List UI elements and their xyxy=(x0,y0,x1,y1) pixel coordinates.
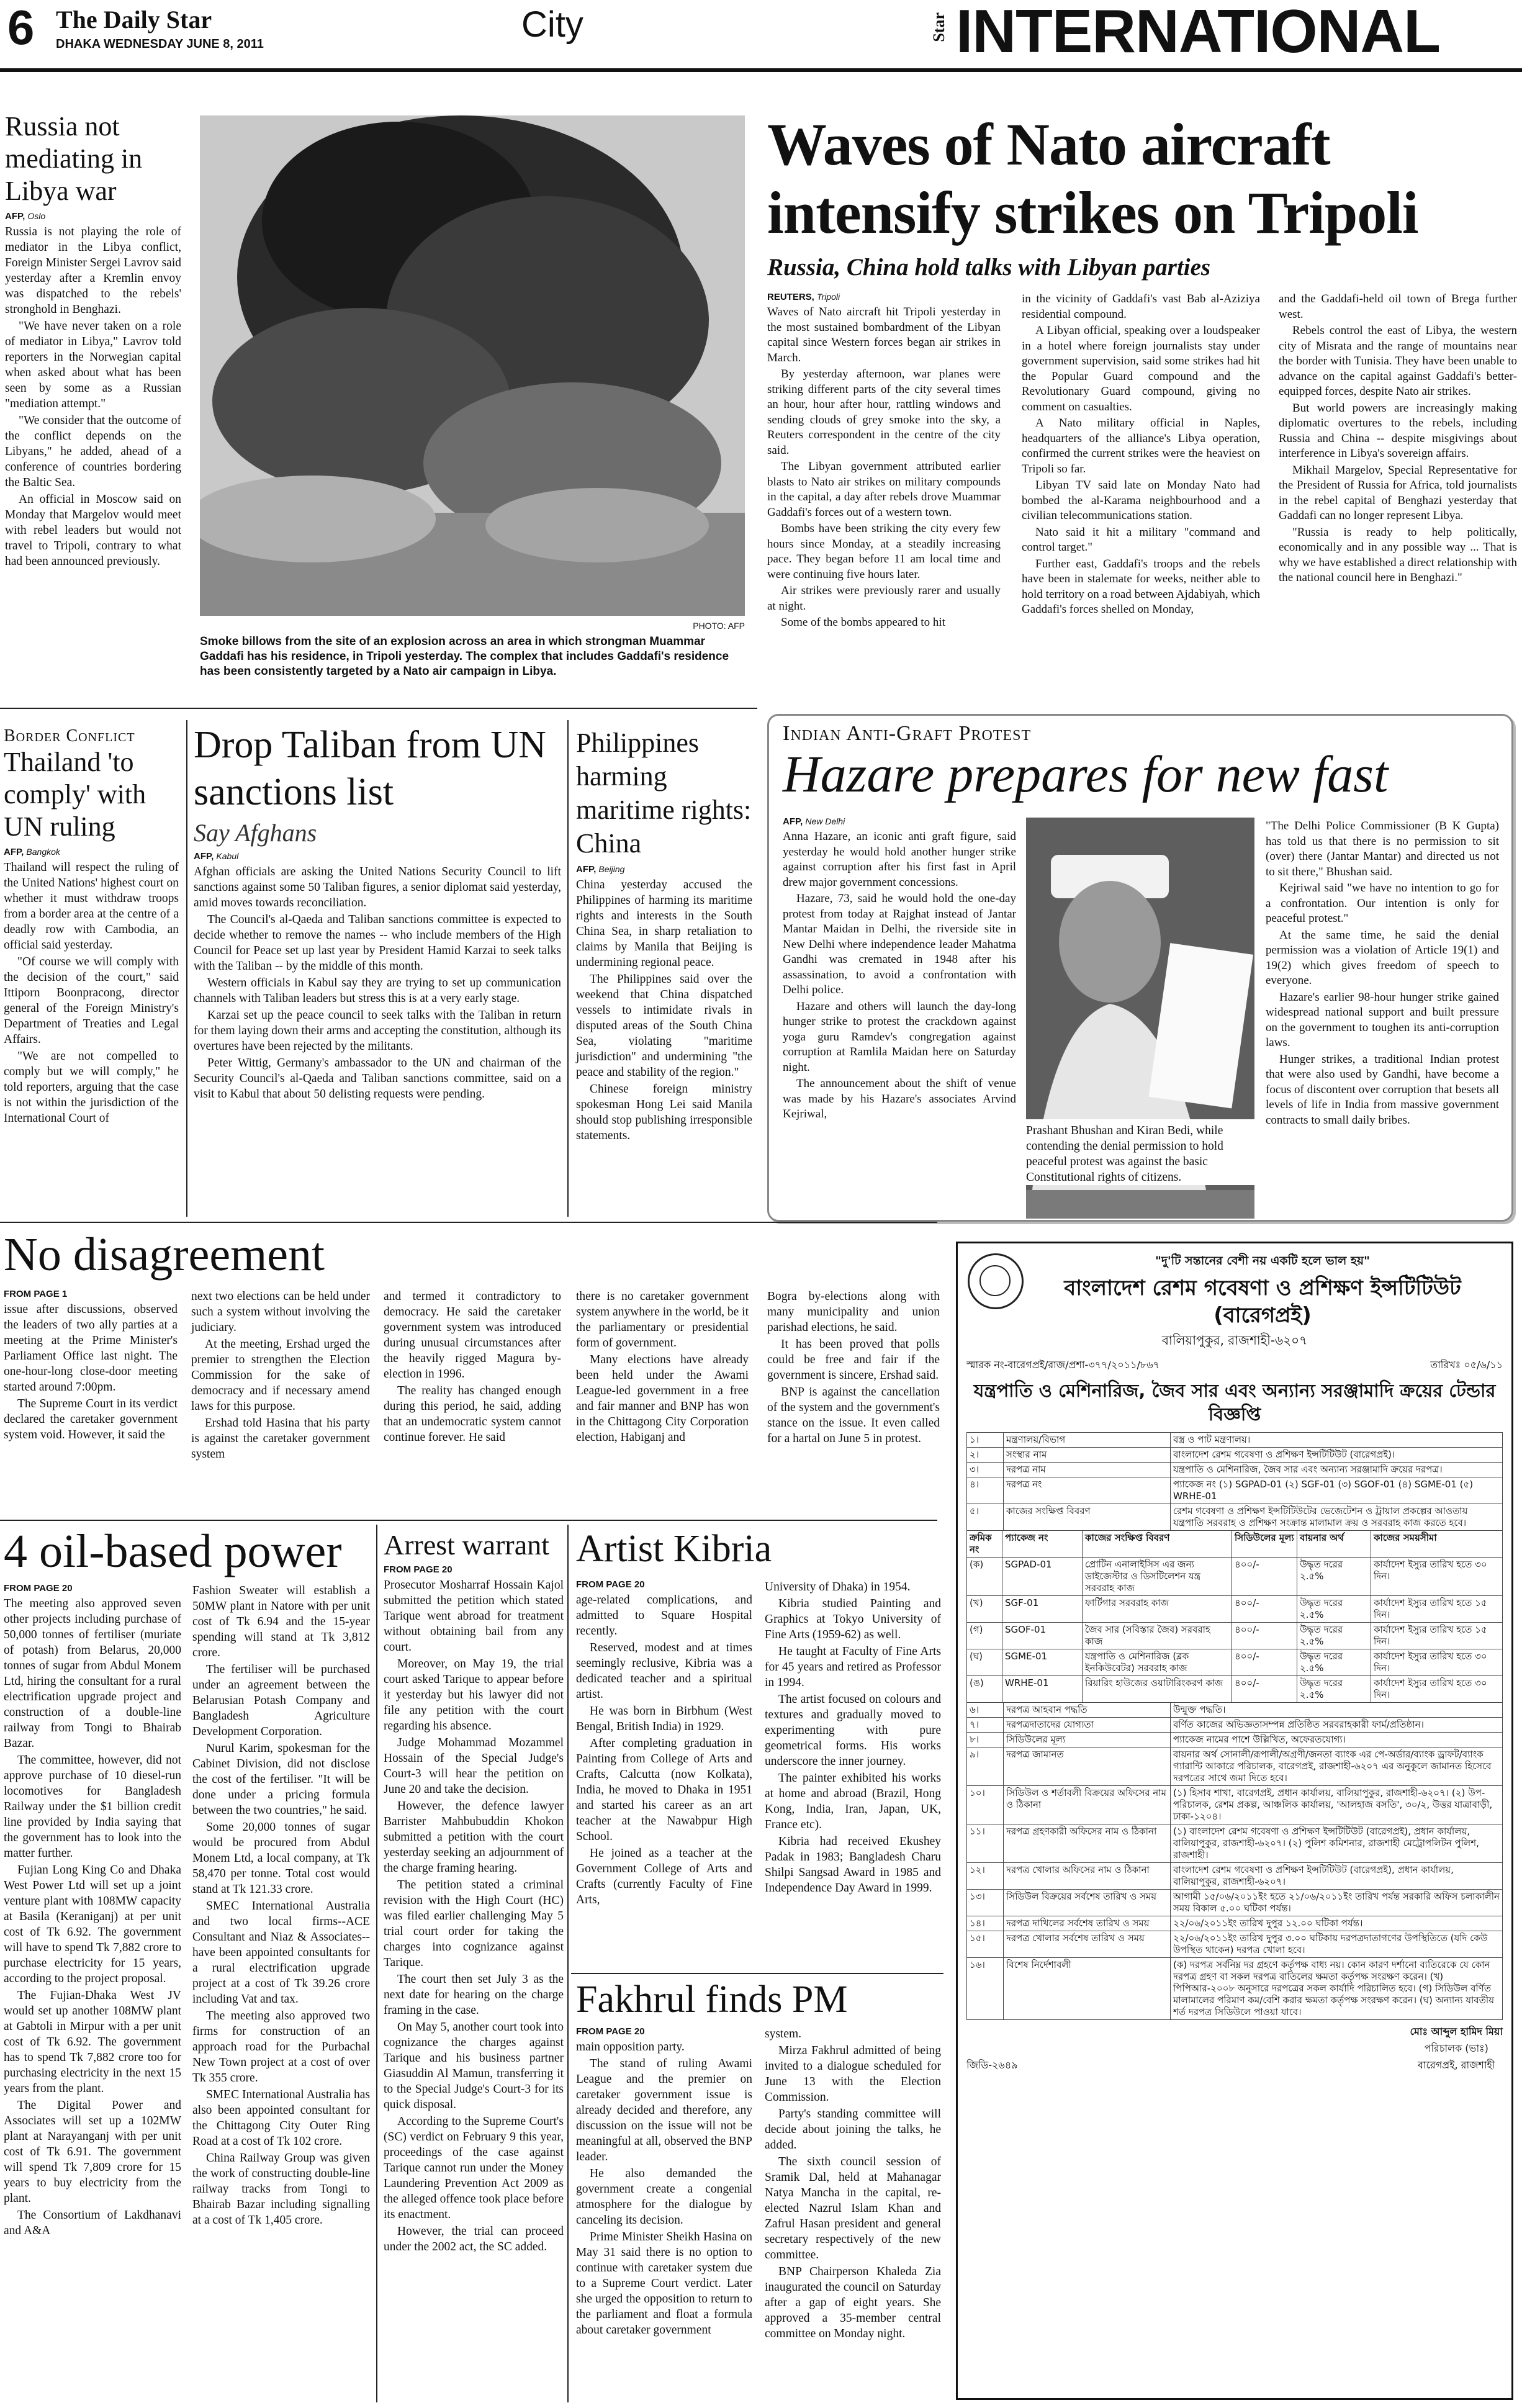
tender-address: বালিয়াপুকুর, রাজশাহী-৬২০৭ xyxy=(1161,1333,1308,1348)
nato-subhead: Russia, China hold talks with Libyan parties xyxy=(767,254,1211,281)
tender-row: ২। সংস্থার নাম বাংলাদেশ রেশম গবেষণা ও প্রশিক্ষণ ইন্সটিটিউট (বারেগপ্রই)। xyxy=(967,1448,1502,1463)
russia-dateline: AFP, Oslo xyxy=(5,211,46,222)
disagreement-col-2: next two elections can be held under such a system without involving the judiciary. At the meeting, Ershad urged the premier to strengthen the Election Commission for the sake of democracy and if necessary amend laws for this purpose. Ershad told Hasina that his party is against the caretaker government system xyxy=(191,1290,370,1461)
tender-table xyxy=(966,1432,1503,2020)
col-divider-arrest xyxy=(567,1525,569,2402)
tender-row: ১৩। সিডিউল বিক্রয়ের সর্বশেষ তারিখ ও সময় আগামী ১৫/০৬/২০১১ইং হতে ২১/০৬/২০১১ইং তারিখ পর্যন্ত সরকারি অফিস চলাকালীন সময় বিকাল ৫.০০ ঘটিকা পর্যন্ত। xyxy=(967,1890,1502,1916)
tender-item-row: (গ) SGOF-01 জৈব সার (সবিস্তার জৈব) সরবরাহ কাজ ৪০০/- উদ্ধৃত দরের ২.৫% কার্যাদেশ ইস্যুর তারিখ হতে ১৫ দিন। xyxy=(967,1623,1502,1649)
col-divider-thailand xyxy=(186,720,187,1217)
masthead-rule xyxy=(0,68,1522,72)
tender-row: ১২। দরপত্র খোলার অফিসের নাম ও ঠিকানা বাংলাদেশ রেশম গবেষণা ও প্রশিক্ষণ ইন্সটিটিউট (বারেগপ্রই), প্রধান কার্যালয়, বালিয়াপুকুর, রাজশাহী-৬২০৭। xyxy=(967,1863,1502,1890)
tender-row: ১৫। দরপত্র খোলার সর্বশেষ তারিখ ও সময় ২২/০৬/২০১১ইং তারিখ দুপুর ৩.০০ ঘটিকায় দরপত্রদাতাগণের উপস্থিতিতে (যদি কেউ উপস্থিত থাকেন) দরপত্র খোলা হবে। xyxy=(967,1931,1502,1958)
nato-col-1: REUTERS, Tripoli Waves of Nato aircraft hit Tripoli yesterday in the most sustained bombardment of the Libyan capital since Western forces began air strikes in March. By yesterday afternoon, war planes were striking different parts of the city several times an hour, hour after hour, rattling windows and sending clouds of grey smoke into the sky, a Reuters correspondent in the centre of the city said. The Libyan government attributed earlier blasts to Nato air strikes on military compounds in the capital, a day after rebels drove Muammar Gaddafi's forces out of a western town. Bombs have been striking the city every few hours since Monday, at a steadily increasing pace. They began before 11 am local time and were continuing five hours later. Air strikes were previously rarer and usually at night. Some of the bombs appeared to hit xyxy=(767,292,1001,629)
page-number: 6 xyxy=(7,0,35,55)
hazare-col-3: "The Delhi Police Commissioner (B K Gupta) has told us that there is no permission to sit (over) there (Jantar Mantar) and directed us not to sit there," Bhushan said. Kejriwal said "we have no intention to go for a confrontation. Our intention is only for peaceful protest." At the same time, he said the denial permission was a violation of Article 19(1) and 19(2) which gives freedom of speech to everyone. Hazare's earlier 98-hour hunger strike gained widespread national support and built pressure on the government to toughen its anti-corruption laws. Hunger strikes, a traditional Indian protest that were also used by Gandhi, have become a focus of discontent over corruption that besets all levels of life in India from massive government contracts to small daily bribes. xyxy=(1266,819,1499,1127)
row-divider-4 xyxy=(571,1973,943,1974)
dateline: DHAKA WEDNESDAY JUNE 8, 2011 xyxy=(56,37,264,51)
disagreement-from: FROM PAGE 1 xyxy=(4,1289,68,1299)
thailand-headline: Thailand 'to comply' with UN ruling xyxy=(4,747,146,842)
tender-row: ১৪। দরপত্র দাখিলের সর্বশেষ তারিখ ও সময় ২২/০৬/২০১১ইং তারিখ দুপুর ১২.০০ ঘটিকা পর্যন্ত। xyxy=(967,1916,1502,1931)
kibria-article xyxy=(576,1528,942,1569)
disagreement-article xyxy=(4,1228,941,1281)
disagreement-col-1: FROM PAGE 1 issue after discussions, observed the leaders of two ally parties at a meeting at the Prime Minister's Parliament Office last night. The one-hour-long close-door meeting started around 7:00pm. The Supreme Court in its verdict declared the caretaker government system void. However, it said the xyxy=(4,1289,178,1441)
col-divider-oil xyxy=(376,1525,377,2402)
tripoli-photo-caption: Smoke billows from the site of an explosion across an area in which strongman Muammar Gaddafi has his residence, in Tripoli yesterday. The complex that includes Gaddafi's residence has been consistently targeted by a Nato air campaign in Libya. xyxy=(200,635,729,678)
tender-row: ৫। কাজের সংক্ষিপ্ত বিবরণ রেশম গবেষণা ও প্রশিক্ষণ ইন্সটিটিউটের ভেজেটেশন ও ট্রায়াল প্রকল্পের আওতায় যন্ত্রপাতি সরবরাহ ও প্রশিক্ষণ সংক্রান্ত মালামাল ক্রয় ও সরবরাহ কাজ করতে হবে। xyxy=(967,1504,1502,1531)
fakhrul-article xyxy=(576,1979,942,2020)
taliban-subhead: Say Afghans xyxy=(194,819,317,847)
taliban-headline: Drop Taliban from UN sanctions list xyxy=(194,724,546,813)
russia-body: Russia is not playing the role of mediator in the Libya conflict, Foreign Minister Sergei Lavrov said yesterday after a Kremlin envoy was dispatched to the rebels' stronghold in Benghazi. "We have never taken on a role of mediator in Libya," Lavrov told reporters in the Norwegian capital when asked about what has been seen by some as a Russian "mediation attempt." "We consider that the outcome of the conflict depends on the Libyans," he added, ahead of a conference of countries bordering the Baltic Sea. An official in Moscow said on Monday that Margelov would meet with rebel leaders but would not travel to Tripoli, contrary to what had been announced previously. xyxy=(5,225,181,568)
fakhrul-headline: Fakhrul finds PM xyxy=(576,1978,848,2021)
tender-memo: স্মারক নং-বারেগপ্রই/রাজ/প্রশা-৩৭৭/২০১১/৮৬৭ xyxy=(966,1359,1160,1371)
row-divider-3 xyxy=(0,1520,937,1521)
arrest-headline: Arrest warrant xyxy=(384,1529,549,1561)
nato-col-2: in the vicinity of Gaddafi's vast Bab al-Aziziya residential compound. A Libyan official, speaking over a loudspeaker in a hotel where foreign journalists stay under government supervision, said some strikes had hit the Popular Guard compound and the Revolutionary Guard compound, giving no comment on casualties. A Nato military official in Naples, headquarters of the alliance's Libya operation, confirmed the current strikes were the heaviest on Tripoli so far. Libyan TV said late on Monday Nato had bombed the al-Karama neighbourhood and a civilian telecommunications station. Nato said it hit a military "command and control target." Further east, Gaddafi's troops and the rebels have been in stalemate for weeks, neither able to hold territory on a road between Ajdabiyah, which Gaddafi's forces shelled on Monday, xyxy=(1022,292,1260,616)
tender-slogan: "দু'টি সন্তানের বেশী নয় একটি হলে ভাল হয়" xyxy=(1155,1254,1371,1268)
hazare-photo-caption: Prashant Bhushan and Kiran Bedi, while contending the denial permission to hold peaceful protest was against the basic Constitutional rights of citizens. xyxy=(1026,1119,1254,1185)
hazare-article xyxy=(767,714,1513,1222)
kibria-headline: Artist Kibria xyxy=(576,1528,772,1570)
tender-row: ৭। দরপত্রদাতাদের যোগ্যতা বর্ণিত কাজের অভিজ্ঞতাসম্পন্ন প্রতিষ্ঠিত সরবরাহকারী ফার্ম/প্রতিষ্ঠান। xyxy=(967,1718,1502,1733)
section-city: City xyxy=(521,4,583,45)
arrest-article: Arrest warrant FROM PAGE 20 Prosecutor Mosharraf Hossain Kajol submitted the petition which stated Tarique went abroad for treatment without obtaining bail from any court. Moreover, on May 19, the trial court asked Tarique to appear before it yesterday but his lawyer did not file any petition with the court regarding his absence. Judge Mohammad Mozammel Hossain of the Special Judge's Court-3 will hear the petition on June 20 and take the decision. However, the defence lawyer Barrister Mahbubuddin Khokon submitted a petition with the court yesterday seeking an adjournment of the charge framing hearing. The petition stated a criminal revision with the High Court (HC) was filed earlier challenging May 5 trial court order for taking the charges into cognizance against Tarique. The court then set July 3 as the next date for hearing on the charge framing in the case. On May 5, another court took into cognizance the charges against Tarique and his business partner Giasuddin Al Mamun, transferring it to the Special Judge's Court-3 for its quick disposal. According to the Supreme Court's (SC) verdict on February 9 this year, proceedings of the case against Tarique cannot run under the Money Laundering Prevention Act 2009 as the alleged offence took place before its enactment. However, the trial can proceed under the 2002 act, the SC added. xyxy=(384,1529,564,2253)
tender-ad-code: জিডি-২৬৪৯ xyxy=(966,2059,1018,2071)
tender-org-name: বাংলাদেশ রেশম গবেষণা ও প্রশিক্ষণ ইন্সটিটিউট (বারেগপ্রই) xyxy=(1064,1276,1461,1328)
arrest-from: FROM PAGE 20 xyxy=(384,1564,453,1575)
row-divider-1 xyxy=(0,708,757,709)
thailand-article: Border Conflict Thailand 'to comply' with UN ruling AFP, Bangkok Thailand will respect the ruling of the United Nations' highest court on whether it must withdraw troops from a border area at the centre of a deadly row with Cambodia, an official said yesterday. "Of course we will comply with the decision of the court," said Ittiporn Boonpracong, director general of the Foreign Ministry's Department of Treaties and Legal Affairs. "We are not compelled to comply but we will comply," he told reporters, arguing that the case is not within the jurisdiction of the International Court of xyxy=(4,726,179,1125)
tender-row: ৮। সিডিউলের মূল্য প্যাকেজ নামের পাশে উল্লিখিত, অফেরতযোগ্য। xyxy=(967,1733,1502,1747)
philippines-headline: Philippines harming maritime rights: China xyxy=(576,728,752,859)
tripoli-smoke-photo xyxy=(200,115,745,616)
taliban-article: Drop Taliban from UN sanctions list Say Afghans AFP, Kabul Afghan officials are asking the United Nations Security Council to lift sanctions against some 50 Taliban figures, a senior diplomat said yesterday, amid moves towards reconciliation. The Council's al-Qaeda and Taliban sanctions committee is expected to decide whether to remove the names -- who include members of the High Council for Peace set up last year by President Hamid Karzai to seek talks with the Taliban -- by the middle of this month. Western officials in Kabul say they are trying to set up communication channels with Taliban leaders but stress this is at a very early stage. Karzai set up the peace council to seek talks with the Taliban in return for them laying down their arms and accepting the constitution, although its overtures have been rejected by the militants. Peter Wittig, Germany's ambassador to the UN and chairman of the Security Council's al-Qaeda and Taliban sanctions committee, said on a visit to Kabul that about 50 delisting requests were pending. xyxy=(194,721,561,1103)
tender-row: ৩। দরপত্র নাম যন্ত্রপাতি ও মেশিনারিজ, জৈব সার এবং অন্যান্য সরঞ্জামাদি ক্রয়ের দরপত্র। xyxy=(967,1463,1502,1477)
tender-row: ১০। সিডিউল ও শর্তাবলী বিক্রয়ের অফিসের নাম ও ঠিকানা (১) হিসাব শাখা, বারেগপ্রই, প্রধান কার্যালয়, বালিয়াপুকুর, রাজশাহী-৬২০৭। (২) উপ-পরিচালক, রেশম প্রকল্প, আঞ্চলিক কার্যালয়, 'আলহাজ বসতি', ৩০/২, উত্তর যাত্রাবাড়ী, ঢাকা-১২০৪। xyxy=(967,1786,1502,1824)
tender-items-header: ক্রমিক নং প্যাকেজ নং কাজের সংক্ষিপ্ত বিবরণ সিডিউলের মূল্য বায়নার অর্থ কাজের সময়সীমা xyxy=(967,1531,1502,1558)
russia-headline: Russia not mediating in Libya war xyxy=(5,111,143,206)
tender-item-row: (খ) SGF-01 ফার্টিগার সরবরাহ কাজ ৪০০/- উদ্ধৃত দরের ২.৫% কার্যাদেশ ইস্যুর তারিখ হতে ১৫ দিন। xyxy=(967,1596,1502,1623)
nato-dateline: REUTERS, Tripoli xyxy=(767,292,840,302)
tender-row: ১। মন্ত্রণালয়/বিভাগ বস্ত্র ও পাট মন্ত্রণালয়। xyxy=(967,1433,1502,1448)
hazare-kicker: Indian Anti-Graft Protest xyxy=(783,722,1032,745)
disagreement-col-3: and termed it contradictory to democracy. He said the caretaker government system was introduced during unusual circumstances after the heavily rigged Magura by-election in 1996. The reality has changed enough during this period, he said, adding that an undemocratic system cannot continue forever. He said xyxy=(384,1290,561,1444)
hazare-dateline: AFP, New Delhi xyxy=(783,816,845,827)
philippines-dateline: AFP, Beijing xyxy=(576,864,625,875)
oil-from: FROM PAGE 20 xyxy=(4,1583,73,1594)
hazare-col-1: AFP, New Delhi Anna Hazare, an iconic anti graft figure, said yesterday he would hold another hunger strike against corruption after his first fast in April drew major government concessions. Hazare, 73, said he would hold the one-day protest from today at Rajghat instead of Jantar Mantar Maidan in Delhi, the riverside site in New Delhi where independence leader Mahatma Gandhi was cremated in 1948 after his assassination, to avoid a confrontation with Delhi police. Hazare and others will launch the day-long hunger strike to protest the crackdown against yoga guru Ramdev's congregation against corruption at Ramlila Maidan here on Saturday night. The announcement about the shift of venue was made by his Hazare's associates Arvind Kejriwal, xyxy=(783,816,1016,1121)
tender-item-row: (ঘ) SGME-01 যন্ত্রপাতি ও মেশিনারিজ (ব্লক ইনকিউবেটর) সরবরাহ কাজ ৪০০/- উদ্ধৃত দরের ২.৫% কার্যাদেশ ইস্যুর তারিখ হতে ৩০ দিন। xyxy=(967,1649,1502,1676)
tender-signature: মোঃ আব্দুল হামিদ মিয়া পরিচালক (ভাঃ) বারেগপ্রই, রাজশাহী xyxy=(1410,2026,1503,2071)
fakhrul-col-2: system. Mirza Fakhrul admitted of being invited to a dialogue scheduled for June 13 with the Election Commission. Party's standing committee will decide about joining the talks, he added. The sixth council session of Sramik Dal, held at Mahanagar Natya Mancha in the capital, re-elected Nazrul Islam Khan and Zafrul Hasan president and general secretary respectively of the new committee. BNP Chairperson Khaleda Zia inaugurated the council on Saturday after a gap of eight years. She approved a 35-member central committee on Monday night. xyxy=(765,2027,941,2340)
kibria-col-1: FROM PAGE 20 age-related complications, and admitted to Square Hospital recently. Reserved, modest and at times seemingly reclusive, Kibria was a dedicated teacher and a spiritual artist. He was born in Birbhum (West Bengal, British India) in 1929. After completing graduation in Painting from College of Arts and Crafts, Calcutta (now Kolkata), India, he moved to Dhaka in 1951 and started his career as an art teacher at the Nawabpur High School. He joined as a teacher at the Government College of Arts and Crafts (currently Faculty of Fine Arts, xyxy=(576,1579,752,1906)
oil-col-2: Fashion Sweater will establish a 50MW plant in Natore with per unit cost of Tk 6.94 and the 15-year spending will stand at Tk 3,812 crore. The fertiliser will be purchased under an agreement between the Belarusian Potash Company and Bangladesh Agriculture Development Corporation. Nurul Karim, spokesman for the Cabinet Division, did not disclose the cost of the fertiliser. "It will be done under a pricing formula between the two countries," he said. Some 20,000 tonnes of sugar would be procured from Abdul Monem Ltd, a local company, at Tk 58,470 per tonne. Total cost would stand at Tk 121.33 crore. SMEC International Australia and two local firms--ACE Consultant and Niaz & Associates--have been appointed consultants for a rural electrification upgrade project at a cost of Tk 39.26 crore including Vat and tax. The meeting also approved two firms for construction of an approach road for the Purbachal New Town project at a cost of over Tk 355 crore. SMEC International Australia has also been appointed consultant for the Chittagong City Outer Ring Road at a cost of Tk 102 crore. China Railway Group was given the work of constructing double-line railway tracks from Tongi to Bhairab Bazar including signalling at a cost of Tk 1,405 crore. xyxy=(192,1584,370,2227)
thailand-kicker: Border Conflict xyxy=(4,726,135,746)
disagreement-col-4: there is no caretaker government system anywhere in the world, be it the parliamentary or presidential form of government. Many elections have already been held under the Awami League-led government in a free and fair manner and BNP has won in the Chittagong City Corporation election, Habiganj and xyxy=(576,1290,749,1444)
tender-row: ৬। দরপত্র আহবান পদ্ধতি উন্মুক্ত পদ্ধতি। xyxy=(967,1703,1502,1718)
oil-col-1: FROM PAGE 20 The meeting also approved seven other projects including purchase of 50,000 tonnes of fertiliser (muriate of potash) from Belarus, 20,000 tonnes of sugar from Abdul Monem Ltd, hiring the consultant for a rural electrification upgrade project and construction of a double-line railway from Tongi to Bhairab Bazar. The committee, however, did not approve purchase of 10 diesel-run locomotives for Bangladesh Railway under the $1 billion credit line provided by India saying that the government has to look into the matter further. Fujian Long King Co and Dhaka West Power Ltd will set up a joint venture plant with 108MW capacity at Basila (Keraniganj) at per unit cost of Tk 6.92. The government will have to spend Tk 7,882 crore to purchase electricity for 15 years, according to the project proposal. The Fujian-Dhaka West JV would set up another 108MW plant at Gabtoli in Mirpur with a per unit cost of Tk 6.92. The government has to spend Tk 7,882 crore too for purchasing electricity in the next 15 years from the plant. The Digital Power and Associates will set up a 102MW plant at Narayanganj with per unit cost of Tk 6.91. The government will spend Tk 7,809 crore for 15 years to buy electricity from the plant. The Consortium of Lakdhanavi and A&A xyxy=(4,1583,181,2237)
taliban-dateline: AFP, Kabul xyxy=(194,851,239,862)
fakhrul-from: FROM PAGE 20 xyxy=(576,2026,645,2037)
oil-article xyxy=(4,1525,372,1578)
kibria-col-2: University of Dhaka) in 1954. Kibria studied Painting and Graphics at Tokyo University of Fine Arts (1959-62) as well. He taught at Faculty of Fine Arts for 45 years and retired as Professor in 1994. The artist focused on colours and textures and gradually moved to experimenting with pure geometrical forms. His works underscore the inner journey. The painter exhibited his works at home and abroad (Brazil, Hong Kong, India, Iran, Japan, UK, France etc). Kibria had received Ekushey Padak in 1983; Bangladesh Charu Shilpi Sangsad Award in 1985 and Independence Day Award in 1999. xyxy=(765,1581,941,1895)
kibria-from: FROM PAGE 20 xyxy=(576,1579,645,1590)
oil-headline: 4 oil-based power xyxy=(4,1525,342,1577)
tender-item-row: (ঙ) WRHE-01 রিয়ারিং হাউজের ওয়াটারিংকরণ কাজ ৪০০/- উদ্ধৃত দরের ২.৫% কার্যাদেশ ইস্যুর তারিখ হতে ৩০ দিন। xyxy=(967,1676,1502,1703)
row-divider-2 xyxy=(0,1222,937,1223)
tender-item-row: (ক) SGPAD-01 প্রোটিন এনালাইসিস এর জন্য ডাইজেস্টার ও ডিসটিলেশন যন্ত্র সরবরাহ কাজ ৪০০/- উদ্ধৃত দরের ২.৫% কার্যাদেশ ইস্যুর তারিখ হতে ৩০ দিন। xyxy=(967,1558,1502,1596)
tripoli-photo-credit: PHOTO: AFP xyxy=(693,621,745,631)
paper-name: The Daily Star xyxy=(56,6,212,34)
philippines-article: Philippines harming maritime rights: China AFP, Beijing China yesterday accused the Philippines of harming its maritime rights and interests in the South China Sea, in sharp retaliation to claims by Manila that Beijing is undermining regional peace. The Philippines said over the weekend that China dispatched vessels to intimidate rivals in disputed areas of the South China Sea, violating "maritime jurisdiction" and undermining "the peace and stability of the region." Chinese foreign ministry spokesman Hong Lei said Manila should stop publishing irresponsible statements. xyxy=(576,728,752,1142)
fakhrul-col-1: FROM PAGE 20 main opposition party. The stand of ruling Awami League and the premier on caretaker government issue is already decided and therefore, any discussion on the issue will not be meaningful at all, observed the BNP leader. He also demanded the government create a congenial atmosphere for the dialogue by canceling its decision. Prime Minister Sheikh Hasina on May 31 said there is no option to continue with caretaker system due to a Supreme Court verdict. Later she urged the opposition to return to the parliament and float a formula about caretaker government xyxy=(576,2026,752,2337)
tender-date: তারিখঃ ০৫/৬/১১ xyxy=(1430,1359,1503,1371)
smoke-image xyxy=(200,115,745,616)
hazare-headline: Hazare prepares for new fast xyxy=(783,746,1389,803)
tender-row: ১৬। বিশেষ নির্দেশাবলী (ক) দরপত্র সর্বনিম্ন দর গ্রহণে কর্তৃপক্ষ বাধ্য নয়। কোন কারণ দর্শানো ব্যতিরেকে যে কোন দরপত্র গ্রহণ বা সকল দরপত্র বাতিলের ক্ষমতা কর্তৃপক্ষ সংরক্ষণ করেন। (খ) পিপিআর-২০০৮ অনুসারে দরপত্রের সকল কার্যাদি পরিচালিত হবে। (গ) সিডিউল বর্ণিত মালামালের পরিমাণ কম/বেশি করার ক্ষমতা কর্তৃপক্ষ সংরক্ষণ করেন। (ঘ) অন্যান্য যাবতীয় শর্ত দরপত্র সিডিউলে পাওয়া যাবে। xyxy=(967,1958,1502,2020)
tender-row: ১১। দরপত্র গ্রহণকারী অফিসের নাম ও ঠিকানা (১) বাংলাদেশ রেশম গবেষণা ও প্রশিক্ষণ ইন্সটিটিউট (বারেগপ্রই), প্রধান কার্যালয়, বালিয়াপুকুর, রাজশাহী-৬২০৭। (২) পুলিশ কমিশনার, রাজশাহী মেট্রোপলিটন পুলিশ, রাজশাহী। xyxy=(967,1824,1502,1863)
disagreement-headline: No disagreement xyxy=(4,1229,325,1281)
russia-article xyxy=(5,110,181,570)
tender-title: যন্ত্রপাতি ও মেশিনারিজ, জৈব সার এবং অন্যান্য সরঞ্জামাদি ক্রয়ের টেন্ডার বিজ্ঞপ্তি xyxy=(973,1380,1496,1425)
thailand-dateline: AFP, Bangkok xyxy=(4,847,60,857)
disagreement-col-5: Bogra by-elections along with many municipality and union parishad elections, he said. It has been proved that polls could be free and fair if the government is sincere, Ershad said. BNP is against the cancellation of the system and the government's stance on the issue. It even called for a hartal on June 5 in protest. xyxy=(767,1290,940,1445)
masthead xyxy=(0,0,1522,68)
tender-row: ৪। দরপত্র নং প্যাকেজ নং (১) SGPAD-01 (২) SGF-01 (৩) SGOF-01 (৪) SGME-01 (৫) WRHE-01 xyxy=(967,1477,1502,1504)
nato-col-3: and the Gaddafi-held oil town of Brega further west. Rebels control the east of Libya, the western city of Misrata and the range of mountains near the border with Tunisia. They have been unable to advance on the capital against Gaddafi's better-equipped forces, despite Nato air strikes. But world powers are increasingly making diplomatic overtures to the rebels, including Russia and China -- despite misgivings about interference in Libya's sovereign affairs. Mikhail Margelov, Special Representative for the President of Russia for Africa, told journalists in the rebel capital of Benghazi yesterday that Gaddafi can no longer represent Libya. "Russia is ready to help politically, economically and in any possible way ... That is why we have established a direct relationship with the national council here in Benghazi." xyxy=(1279,292,1517,584)
nato-headline: Waves of Nato aircraft intensify strikes on Tripoli xyxy=(767,111,1418,246)
section-international: INTERNATIONAL xyxy=(956,0,1440,65)
col-divider-taliban xyxy=(567,720,569,1217)
tender-ad xyxy=(956,1242,1513,2400)
section-star-logo: Star xyxy=(930,12,948,42)
tender-row: ৯। দরপত্র জামানত বায়নার অর্থ সোনালী/রূপালী/অগ্রণী/জনতা ব্যাংক এর পে-অর্ডার/ব্যাংক ড্রাফট/ব্যাংক গ্যারান্টি আকারে পরিচালক, বারেগপ্রই, রাজশাহী-৬২০৭ এর অনুকূলে জামানত হিসেবে দরপত্রের সাথে জমা দিতে হবে। xyxy=(967,1747,1502,1786)
government-seal-icon xyxy=(968,1253,1024,1309)
